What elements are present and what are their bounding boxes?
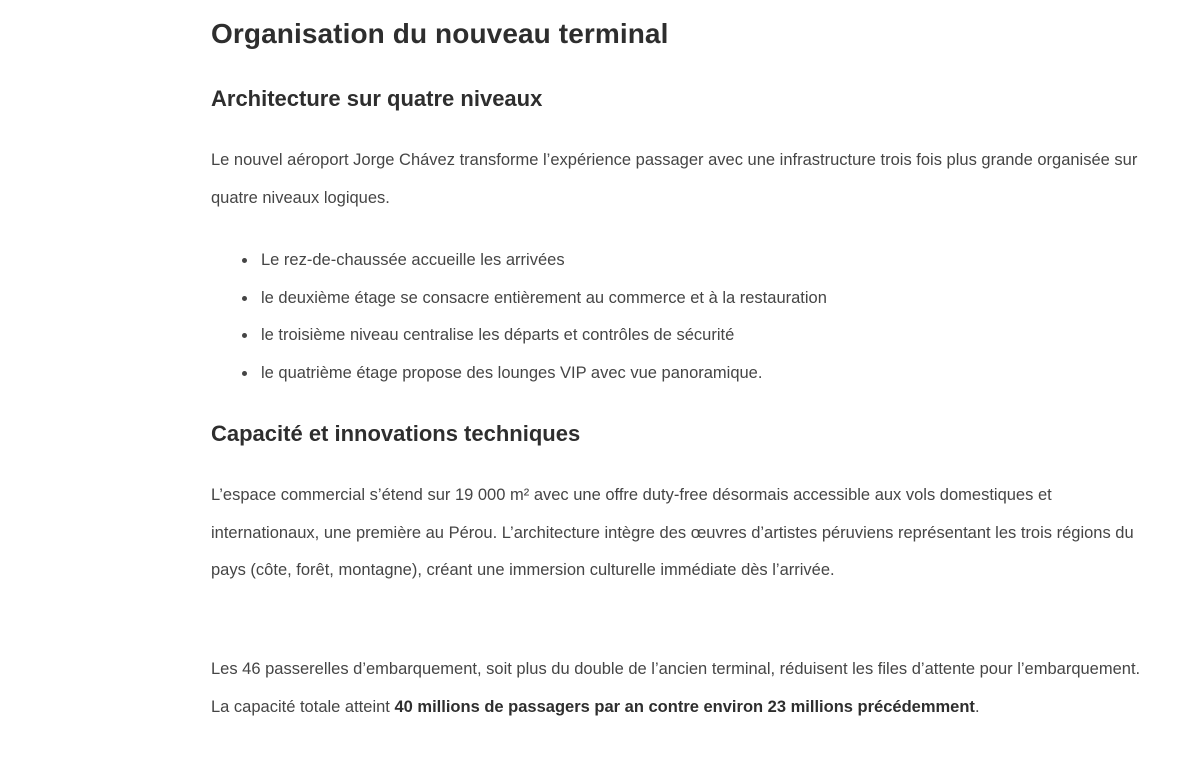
capacity-highlight: 40 millions de passagers par an contre environ 23 millions précédemment [394,697,975,716]
boarding-paragraph-tail: . [974,697,980,716]
list-item [211,242,827,280]
page-title: Organisation du nouveau terminal [211,18,669,49]
list-item-text: le deuxième étage se consacre entièrement au commerce et à la restauration [261,288,827,307]
list-item [211,317,827,355]
boarding-bridges-paragraph [211,651,1161,726]
levels-list [211,242,827,392]
boarding-paragraph-lead: Les 46 passerelles d’embarquement, soit plus du double de l’ancien terminal, réduisent les files d’attente pour l’embarquement. La capacité totale atteint [211,660,1141,716]
architecture-intro-paragraph: Le nouvel aéroport Jorge Chávez transforme l’expérience passager avec une infrastructure trois fois plus grande organisée sur quatre niveaux logiques. [211,151,1138,207]
list-item-text: le quatrième étage propose des lounges VIP avec vue panoramique. [261,363,763,382]
list-item [211,355,827,393]
bullet-icon [242,371,247,376]
list-item-text: le troisième niveau centralise les départs et contrôles de sécurité [261,326,735,344]
bullet-icon [242,333,247,338]
bullet-icon [242,258,247,263]
commercial-space-paragraph: L’espace commercial s’étend sur 19 000 m² avec une offre duty-free désormais accessible aux vols domestiques et internationaux, une première au Pérou. L’architecture intègre des œuvres d’artistes péruviens représentant les trois régions du pays (côte, forêt, montagne), créant une immersion culturelle immédiate dès l’arrivée. [211,486,1134,579]
list-item [211,280,827,318]
section-heading-capacity: Capacité et innovations techniques [211,421,581,446]
list-item-text: Le rez-de-chaussée accueille les arrivées [261,251,565,269]
section-heading-architecture: Architecture sur quatre niveaux [211,86,543,111]
bullet-icon [242,296,247,301]
